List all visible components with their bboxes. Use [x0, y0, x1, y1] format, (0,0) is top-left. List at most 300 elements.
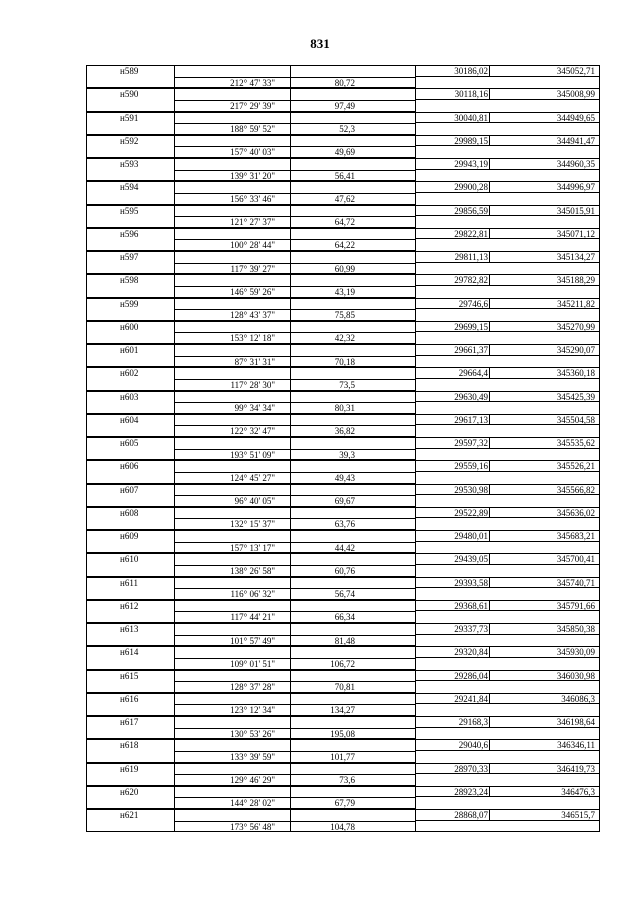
segment-empty-cell	[416, 170, 490, 182]
segment-empty-cell	[86, 146, 175, 158]
segment-empty-cell	[416, 449, 490, 461]
segment-empty-cell	[86, 332, 175, 344]
point-empty-cell	[291, 251, 416, 263]
x-coordinate: 29368,61	[416, 600, 490, 612]
point-row	[86, 65, 600, 77]
y-coordinate: 345636,02	[490, 507, 600, 519]
segment-empty-cell	[416, 100, 490, 112]
segment-row	[86, 495, 600, 507]
point-empty-cell	[291, 577, 416, 589]
y-coordinate: 345526,21	[490, 460, 600, 472]
segment-length: 97,49	[291, 100, 416, 112]
segment-empty-cell	[490, 146, 600, 158]
segment-row	[86, 797, 600, 809]
direction-angle: 101° 57' 49"	[175, 635, 291, 647]
point-empty-cell	[175, 321, 291, 333]
point-empty-cell	[291, 786, 416, 798]
segment-empty-cell	[416, 774, 490, 786]
segment-length: 106,72	[291, 658, 416, 670]
segment-empty-cell	[416, 356, 490, 368]
point-name: н617	[86, 716, 175, 728]
segment-row	[86, 193, 600, 205]
segment-empty-cell	[490, 472, 600, 484]
segment-length: 56,41	[291, 170, 416, 182]
y-coordinate: 346198,64	[490, 716, 600, 728]
point-empty-cell	[291, 344, 416, 356]
point-name: н605	[86, 437, 175, 449]
segment-row	[86, 658, 600, 670]
segment-row	[86, 751, 600, 763]
segment-row	[86, 286, 600, 298]
segment-empty-cell	[490, 170, 600, 182]
point-name: н601	[86, 344, 175, 356]
point-empty-cell	[291, 553, 416, 565]
direction-angle: 212° 47' 33"	[175, 77, 291, 89]
x-coordinate: 28923,24	[416, 786, 490, 798]
direction-angle: 124° 45' 27"	[175, 472, 291, 484]
point-row	[86, 484, 600, 496]
point-name: н589	[86, 65, 175, 77]
point-name: н618	[86, 739, 175, 751]
point-empty-cell	[291, 484, 416, 496]
x-coordinate: 29439,05	[416, 553, 490, 565]
y-coordinate: 346476,3	[490, 786, 600, 798]
point-row	[86, 391, 600, 403]
segment-row	[86, 170, 600, 182]
direction-angle: 193° 51' 09"	[175, 449, 291, 461]
direction-angle: 128° 37' 28"	[175, 681, 291, 693]
point-empty-cell	[291, 112, 416, 124]
point-empty-cell	[291, 763, 416, 775]
segment-length: 73,6	[291, 774, 416, 786]
segment-empty-cell	[490, 681, 600, 693]
direction-angle: 117° 28' 30"	[175, 379, 291, 391]
point-row	[86, 344, 600, 356]
direction-angle: 157° 40' 03"	[175, 146, 291, 158]
segment-row	[86, 263, 600, 275]
segment-empty-cell	[86, 797, 175, 809]
x-coordinate: 29856,59	[416, 205, 490, 217]
x-coordinate: 29480,01	[416, 530, 490, 542]
point-row	[86, 786, 600, 798]
y-coordinate: 346030,98	[490, 670, 600, 682]
segment-length: 70,81	[291, 681, 416, 693]
y-coordinate: 345504,58	[490, 414, 600, 426]
direction-angle: 130° 53' 26"	[175, 728, 291, 740]
point-empty-cell	[291, 88, 416, 100]
segment-empty-cell	[416, 425, 490, 437]
x-coordinate: 29661,37	[416, 344, 490, 356]
segment-empty-cell	[416, 681, 490, 693]
point-row	[86, 321, 600, 333]
segment-empty-cell	[86, 309, 175, 321]
point-row	[86, 553, 600, 565]
segment-empty-cell	[416, 611, 490, 623]
y-coordinate: 344941,47	[490, 135, 600, 147]
point-empty-cell	[175, 367, 291, 379]
segment-empty-cell	[86, 821, 175, 833]
segment-row	[86, 100, 600, 112]
segment-length: 60,76	[291, 565, 416, 577]
segment-empty-cell	[490, 542, 600, 554]
x-coordinate: 28868,07	[416, 809, 490, 821]
x-coordinate: 29746,6	[416, 298, 490, 310]
point-empty-cell	[175, 298, 291, 310]
segment-empty-cell	[416, 704, 490, 716]
point-empty-cell	[291, 135, 416, 147]
segment-empty-cell	[86, 611, 175, 623]
point-name: н596	[86, 228, 175, 240]
segment-row	[86, 123, 600, 135]
segment-empty-cell	[416, 728, 490, 740]
segment-empty-cell	[416, 286, 490, 298]
direction-angle: 116° 06' 32"	[175, 588, 291, 600]
point-name: н590	[86, 88, 175, 100]
segment-row	[86, 635, 600, 647]
segment-empty-cell	[416, 332, 490, 344]
segment-row	[86, 774, 600, 786]
direction-angle: 129° 46' 29"	[175, 774, 291, 786]
y-coordinate: 344949,65	[490, 112, 600, 124]
point-name: н610	[86, 553, 175, 565]
y-coordinate: 345270,99	[490, 321, 600, 333]
segment-empty-cell	[86, 774, 175, 786]
point-empty-cell	[175, 693, 291, 705]
segment-empty-cell	[86, 728, 175, 740]
segment-length: 60,99	[291, 263, 416, 275]
direction-angle: 139° 31' 20"	[175, 170, 291, 182]
point-name: н608	[86, 507, 175, 519]
segment-empty-cell	[86, 77, 175, 89]
point-row	[86, 809, 600, 821]
segment-row	[86, 449, 600, 461]
segment-empty-cell	[86, 286, 175, 298]
direction-angle: 144° 28' 02"	[175, 797, 291, 809]
segment-empty-cell	[416, 635, 490, 647]
point-name: н594	[86, 181, 175, 193]
segment-empty-cell	[490, 635, 600, 647]
point-name: н602	[86, 367, 175, 379]
segment-empty-cell	[490, 286, 600, 298]
segment-empty-cell	[490, 332, 600, 344]
segment-empty-cell	[490, 239, 600, 251]
y-coordinate: 345850,38	[490, 623, 600, 635]
point-empty-cell	[175, 530, 291, 542]
point-empty-cell	[291, 228, 416, 240]
point-name: н612	[86, 600, 175, 612]
point-name: н599	[86, 298, 175, 310]
y-coordinate: 346086,3	[490, 693, 600, 705]
segment-empty-cell	[86, 635, 175, 647]
direction-angle: 128° 43' 37"	[175, 309, 291, 321]
segment-empty-cell	[416, 472, 490, 484]
segment-length: 69,67	[291, 495, 416, 507]
segment-empty-cell	[490, 425, 600, 437]
point-empty-cell	[175, 507, 291, 519]
point-row	[86, 88, 600, 100]
segment-empty-cell	[86, 379, 175, 391]
point-empty-cell	[291, 158, 416, 170]
x-coordinate: 29811,13	[416, 251, 490, 263]
point-empty-cell	[175, 251, 291, 263]
x-coordinate: 29617,13	[416, 414, 490, 426]
segment-row	[86, 472, 600, 484]
segment-row	[86, 425, 600, 437]
direction-angle: 99° 34' 34"	[175, 402, 291, 414]
point-empty-cell	[175, 88, 291, 100]
x-coordinate: 29664,4	[416, 367, 490, 379]
segment-empty-cell	[416, 751, 490, 763]
segment-length: 52,3	[291, 123, 416, 135]
point-name: н611	[86, 577, 175, 589]
segment-empty-cell	[416, 123, 490, 135]
segment-row	[86, 611, 600, 623]
x-coordinate: 29393,58	[416, 577, 490, 589]
point-empty-cell	[291, 809, 416, 821]
segment-empty-cell	[416, 518, 490, 530]
point-row	[86, 112, 600, 124]
x-coordinate: 29559,16	[416, 460, 490, 472]
direction-angle: 117° 44' 21"	[175, 611, 291, 623]
x-coordinate: 30040,81	[416, 112, 490, 124]
direction-angle: 121° 27' 37"	[175, 216, 291, 228]
y-coordinate: 345134,27	[490, 251, 600, 263]
x-coordinate: 29530,98	[416, 484, 490, 496]
segment-row	[86, 565, 600, 577]
point-row	[86, 763, 600, 775]
direction-angle: 87° 31' 31"	[175, 356, 291, 368]
segment-length: 195,08	[291, 728, 416, 740]
segment-empty-cell	[490, 751, 600, 763]
segment-empty-cell	[490, 379, 600, 391]
segment-empty-cell	[490, 263, 600, 275]
segment-row	[86, 77, 600, 89]
y-coordinate: 345566,82	[490, 484, 600, 496]
point-empty-cell	[175, 739, 291, 751]
point-empty-cell	[175, 763, 291, 775]
y-coordinate: 345290,07	[490, 344, 600, 356]
segment-empty-cell	[86, 565, 175, 577]
y-coordinate: 345015,91	[490, 205, 600, 217]
point-name: н616	[86, 693, 175, 705]
point-empty-cell	[175, 484, 291, 496]
segment-length: 63,76	[291, 518, 416, 530]
direction-angle: 153° 12' 18"	[175, 332, 291, 344]
direction-angle: 173° 56' 48"	[175, 821, 291, 833]
point-empty-cell	[291, 181, 416, 193]
point-empty-cell	[175, 437, 291, 449]
segment-empty-cell	[490, 774, 600, 786]
segment-row	[86, 402, 600, 414]
segment-empty-cell	[490, 728, 600, 740]
x-coordinate: 29522,89	[416, 507, 490, 519]
segment-empty-cell	[416, 821, 490, 833]
segment-empty-cell	[490, 611, 600, 623]
segment-empty-cell	[490, 565, 600, 577]
point-empty-cell	[175, 646, 291, 658]
point-empty-cell	[291, 739, 416, 751]
point-name: н592	[86, 135, 175, 147]
point-empty-cell	[291, 367, 416, 379]
point-empty-cell	[291, 600, 416, 612]
direction-angle: 109° 01' 51"	[175, 658, 291, 670]
y-coordinate: 345008,99	[490, 88, 600, 100]
point-empty-cell	[175, 112, 291, 124]
y-coordinate: 345052,71	[490, 65, 600, 77]
point-empty-cell	[175, 716, 291, 728]
segment-empty-cell	[490, 216, 600, 228]
segment-row	[86, 728, 600, 740]
y-coordinate: 345791,66	[490, 600, 600, 612]
segment-empty-cell	[490, 449, 600, 461]
point-empty-cell	[291, 298, 416, 310]
point-row	[86, 693, 600, 705]
point-row	[86, 670, 600, 682]
segment-length: 49,69	[291, 146, 416, 158]
y-coordinate: 345535,62	[490, 437, 600, 449]
segment-length: 64,22	[291, 239, 416, 251]
point-empty-cell	[291, 65, 416, 77]
x-coordinate: 29337,73	[416, 623, 490, 635]
point-name: н595	[86, 205, 175, 217]
x-coordinate: 29699,15	[416, 321, 490, 333]
point-empty-cell	[175, 135, 291, 147]
point-empty-cell	[175, 623, 291, 635]
segment-empty-cell	[416, 495, 490, 507]
direction-angle: 133° 39' 59"	[175, 751, 291, 763]
segment-empty-cell	[416, 309, 490, 321]
point-name: н606	[86, 460, 175, 472]
segment-empty-cell	[86, 751, 175, 763]
point-name: н600	[86, 321, 175, 333]
point-row	[86, 646, 600, 658]
point-row	[86, 298, 600, 310]
x-coordinate: 30186,02	[416, 65, 490, 77]
segment-length: 39,3	[291, 449, 416, 461]
direction-angle: 123° 12' 34"	[175, 704, 291, 716]
segment-length: 75,85	[291, 309, 416, 321]
page-number: 831	[310, 36, 330, 51]
point-name: н598	[86, 274, 175, 286]
point-empty-cell	[175, 181, 291, 193]
segment-length: 56,74	[291, 588, 416, 600]
y-coordinate: 345740,71	[490, 577, 600, 589]
segment-empty-cell	[86, 704, 175, 716]
segment-empty-cell	[490, 356, 600, 368]
point-empty-cell	[175, 414, 291, 426]
y-coordinate: 344960,35	[490, 158, 600, 170]
x-coordinate: 29630,49	[416, 391, 490, 403]
point-empty-cell	[175, 158, 291, 170]
segment-row	[86, 356, 600, 368]
x-coordinate: 28970,33	[416, 763, 490, 775]
point-empty-cell	[291, 670, 416, 682]
segment-empty-cell	[416, 239, 490, 251]
direction-angle: 96° 40' 05"	[175, 495, 291, 507]
segment-empty-cell	[416, 263, 490, 275]
segment-length: 101,77	[291, 751, 416, 763]
point-name: н620	[86, 786, 175, 798]
x-coordinate: 29989,15	[416, 135, 490, 147]
point-row	[86, 437, 600, 449]
segment-empty-cell	[416, 77, 490, 89]
point-empty-cell	[291, 437, 416, 449]
segment-row	[86, 821, 600, 833]
segment-empty-cell	[86, 681, 175, 693]
segment-row	[86, 239, 600, 251]
segment-empty-cell	[86, 588, 175, 600]
segment-length: 49,43	[291, 472, 416, 484]
point-empty-cell	[175, 205, 291, 217]
segment-empty-cell	[490, 309, 600, 321]
x-coordinate: 29597,32	[416, 437, 490, 449]
segment-empty-cell	[416, 588, 490, 600]
point-empty-cell	[175, 391, 291, 403]
point-row	[86, 739, 600, 751]
segment-empty-cell	[490, 495, 600, 507]
coordinates-table	[86, 65, 600, 832]
segment-length: 36,82	[291, 425, 416, 437]
y-coordinate: 346346,11	[490, 739, 600, 751]
y-coordinate: 345071,12	[490, 228, 600, 240]
point-row	[86, 414, 600, 426]
point-row	[86, 228, 600, 240]
segment-empty-cell	[86, 472, 175, 484]
point-row	[86, 530, 600, 542]
x-coordinate: 29822,81	[416, 228, 490, 240]
point-empty-cell	[291, 530, 416, 542]
direction-angle: 132° 15' 37"	[175, 518, 291, 530]
point-empty-cell	[291, 693, 416, 705]
segment-length: 42,32	[291, 332, 416, 344]
direction-angle: 122° 32' 47"	[175, 425, 291, 437]
point-row	[86, 577, 600, 589]
point-empty-cell	[291, 321, 416, 333]
segment-empty-cell	[490, 123, 600, 135]
point-empty-cell	[175, 809, 291, 821]
segment-empty-cell	[416, 797, 490, 809]
point-name: н609	[86, 530, 175, 542]
segment-empty-cell	[86, 542, 175, 554]
point-row	[86, 181, 600, 193]
point-empty-cell	[175, 786, 291, 798]
y-coordinate: 345683,21	[490, 530, 600, 542]
y-coordinate: 345211,82	[490, 298, 600, 310]
segment-row	[86, 332, 600, 344]
x-coordinate: 29900,28	[416, 181, 490, 193]
segment-empty-cell	[416, 379, 490, 391]
x-coordinate: 29241,84	[416, 693, 490, 705]
segment-empty-cell	[86, 100, 175, 112]
segment-empty-cell	[490, 402, 600, 414]
segment-empty-cell	[416, 542, 490, 554]
point-empty-cell	[175, 344, 291, 356]
segment-empty-cell	[490, 77, 600, 89]
segment-length: 104,78	[291, 821, 416, 833]
segment-row	[86, 588, 600, 600]
point-empty-cell	[175, 600, 291, 612]
segment-empty-cell	[490, 821, 600, 833]
segment-empty-cell	[86, 170, 175, 182]
point-name: н591	[86, 112, 175, 124]
point-row	[86, 367, 600, 379]
x-coordinate: 29782,82	[416, 274, 490, 286]
point-empty-cell	[291, 391, 416, 403]
point-empty-cell	[175, 274, 291, 286]
segment-empty-cell	[86, 402, 175, 414]
point-row	[86, 158, 600, 170]
point-empty-cell	[175, 65, 291, 77]
